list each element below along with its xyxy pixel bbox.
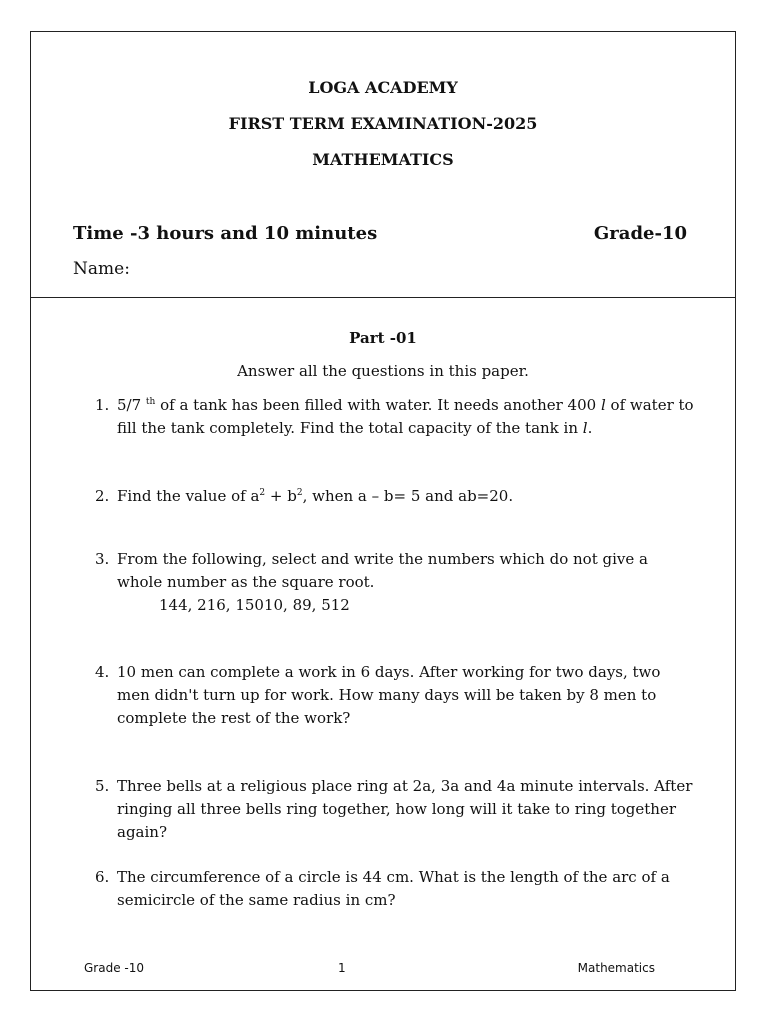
question-2 — [95, 485, 695, 508]
name-label: Name: — [73, 259, 130, 279]
question-number: 6. — [95, 868, 110, 886]
grade-label: Grade-10 — [593, 223, 687, 244]
question-text: 10 men can complete a work in 6 days. After working for two days, two men didn't turn up for work. How many days will be taken by 8 men to complete the rest of the work? — [117, 663, 661, 727]
question-3 — [95, 548, 695, 617]
header-divider — [30, 297, 736, 298]
question-number: 2. — [95, 487, 110, 505]
question-4 — [95, 661, 695, 730]
question-number: 4. — [95, 663, 110, 681]
question-text: The circumference of a circle is 44 cm. What is the length of the arc of a semicircle of the same radius in cm? — [117, 868, 670, 909]
question-text: Three bells at a religious place ring at 2a, 3a and 4a minute intervals. After ringing all three bells ring together, how long will it take to ring together again? — [117, 777, 693, 841]
question-number: 5. — [95, 777, 110, 795]
exam-title: FIRST TERM EXAMINATION-2025 — [228, 114, 538, 133]
footer-subject: Mathematics — [577, 961, 655, 975]
question-number: 1. — [95, 396, 110, 414]
footer-page-number: 1 — [338, 961, 346, 975]
question-text: From the following, select and write the numbers which do not give a whole number as the square root. — [117, 550, 648, 591]
page-border — [30, 31, 736, 991]
school-name: LOGA ACADEMY — [308, 78, 458, 97]
exam-time: Time -3 hours and 10 minutes — [73, 223, 378, 244]
subject-title: MATHEMATICS — [312, 150, 454, 169]
number-list: 144, 216, 15010, 89, 512 — [159, 596, 350, 614]
part-title: Part -01 — [349, 329, 417, 347]
question-number: 3. — [95, 550, 110, 568]
instruction-text: Answer all the questions in this paper. — [237, 362, 529, 380]
question-1 — [95, 394, 695, 440]
question-text: 5/7 $^{th}$ of a tank has been filled with water. It needs another 400 l of water to fill the tank completely. Find the total capacity of the tank in l. — [117, 396, 694, 437]
footer-grade: Grade -10 — [84, 961, 144, 975]
question-text: Find the value of $a^2 + b^2$, when a – b= 5 and ab=20. — [117, 487, 514, 505]
question-5 — [95, 775, 695, 844]
question-6 — [95, 866, 695, 912]
